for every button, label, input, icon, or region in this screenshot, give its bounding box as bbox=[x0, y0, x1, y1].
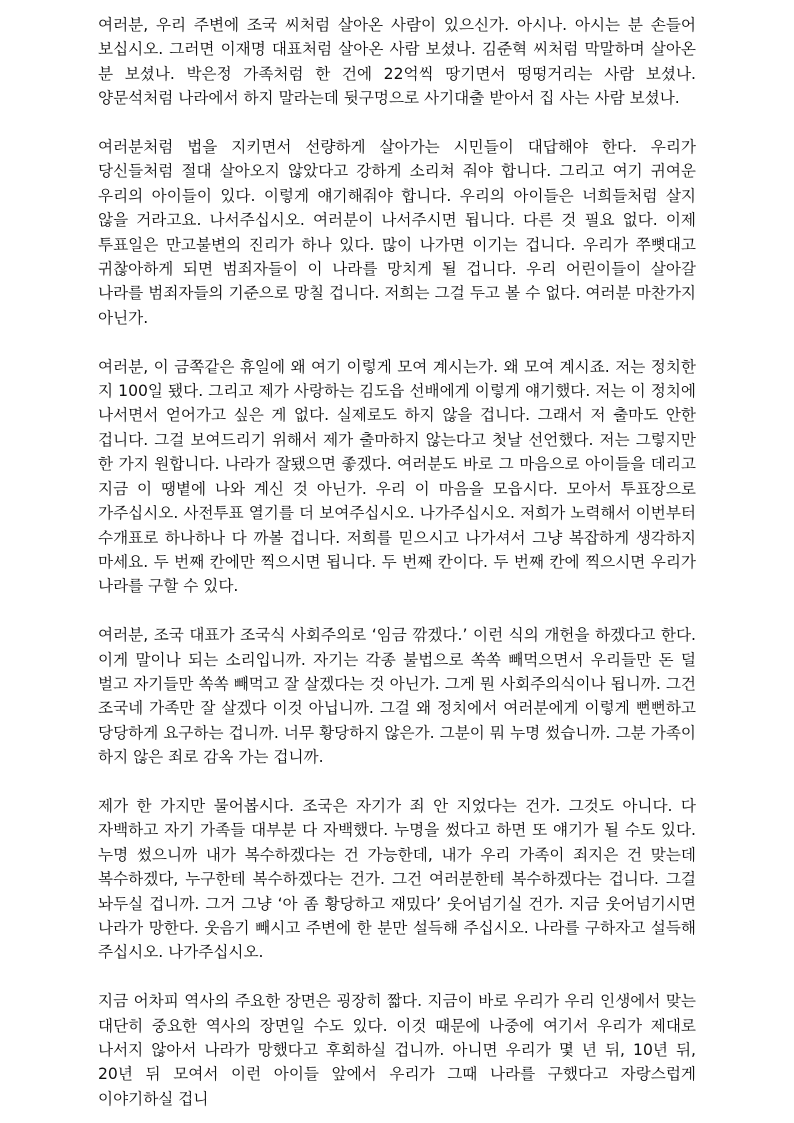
paragraph-5: 제가 한 가지만 물어봅시다. 조국은 자기가 죄 안 지었다는 건가. 그것도 아니다. 다 자백하고 자기 가족들 대부분 다 자백했다. 누명을 썼다고 하면 또 얘기가 될 수도 있다. 누명 썼으니까 내가 복수하겠다는 건 가능한데, 내가 우리 가족이 죄지은 건 맞는데 복수하겠다, 누구한테 복수하겠다는 건가. 그건 여러분한테 복수하겠다는 겁니다. 그걸 놔두실 겁니까. 그거 그냥 ‘아 좀 황당하고 재밌다’ 웃어넘기실 건가. 지금 웃어넘기시면 나라가 망한다. 웃음기 빼시고 주변에 한 분만 설득해 주십시오. 나라를 구하자고 설득해 주십시오. 나가주십시오. bbox=[98, 796, 696, 962]
paragraph-6: 지금 어차피 역사의 주요한 장면은 굉장히 짧다. 지금이 바로 우리가 우리 인생에서 맞는 대단히 중요한 역사의 장면일 수도 있다. 이것 때문에 나중에 여기서 우리가 제대로 나서지 않아서 나라가 망했다고 후회하실 겁니까. 아니면 우리가 몇 년 뒤, 10년 뒤, 20년 뒤 모여서 이런 아이들 앞에서 우리가 그때 나라를 구했다고 자랑스럽게 이야기하실 겁니 bbox=[98, 992, 696, 1108]
paragraph-1: 여러분, 우리 주변에 조국 씨처럼 살아온 사람이 있으신가. 아시나. 아시는 분 손들어 보십시오. 그러면 이재명 대표처럼 살아온 사람 보셨나. 김준혁 씨처럼 막말하며 살아온 분 보셨나. 박은정 가족처럼 한 건에 22억씩 땅기면서 떵떵거리는 사람 보셨나. 양문석처럼 나라에서 하지 말라는데 뒷구멍으로 사기대출 받아서 집 사는 사람 보셨나. bbox=[98, 16, 696, 108]
paragraph-2: 여러분처럼 법을 지키면서 선량하게 살아가는 시민들이 대답해야 한다. 우리가 당신들처럼 절대 살아오지 않았다고 강하게 소리쳐 줘야 합니다. 그리고 여기 귀여운 우리의 아이들이 있다. 이렇게 얘기해줘야 합니다. 우리의 아이들은 너희들처럼 살지 않을 거라고요. 나서주십시오. 여러분이 나서주시면 됩니다. 다른 것 필요 없다. 이제 투표일은 만고불변의 진리가 하나 있다. 많이 나가면 이기는 겁니다. 우리가 쭈뼛대고 귀찮아하게 되면 범죄자들이 이 나라를 망치게 될 겁니다. 우리 어린이들이 살아갈 나라를 범죄자들의 기준으로 망칠 겁니다. 저희는 그걸 두고 볼 수 없다. 여러분 마찬가지 아닌가. bbox=[98, 138, 696, 327]
paragraph-4: 여러분, 조국 대표가 조국식 사회주의로 ‘임금 깎겠다.’ 이런 식의 개헌을 하겠다고 한다. 이게 말이나 되는 소리입니까. 자기는 각종 불법으로 쏙쏙 빼먹으면서 우리들만 돈 덜 벌고 자기들만 쏙쏙 빼먹고 잘 살겠다는 것 아닌가. 그게 뭔 사회주의식이나 됩니까. 그건 조국네 가족만 잘 살겠다 이것 아닙니까. 그걸 왜 정치에서 여러분에게 이렇게 뻔뻔하고 당당하게 요구하는 겁니까. 너무 황당하지 않은가. 그분이 뭐 누명 썼습니까. 그분 가족이 하지 않은 죄로 감옥 가는 겁니까. bbox=[98, 626, 696, 767]
paragraph-3: 여러분, 이 금쪽같은 휴일에 왜 여기 이렇게 모여 계시는가. 왜 모여 계시죠. 저는 정치한 지 100일 됐다. 그리고 제가 사랑하는 김도읍 선배에게 이렇게 얘기했다. 저는 이 정치에 나서면서 얻어가고 싶은 게 없다. 실제로도 하지 않을 겁니다. 그래서 저 출마도 안한 겁니다. 그걸 보여드리기 위해서 제가 출마하지 않는다고 첫날 선언했다. 저는 그렇지만 한 가지 원합니다. 나라가 잘됐으면 좋겠다. 여러분도 바로 그 마음으로 아이들을 데리고 지금 이 땡볕에 나와 계신 것 아닌가. 우리 이 마음을 모읍시다. 모아서 투표장으로 가주십시오. 사전투표 열기를 더 보여주십시오. 나가주십시오. 저희가 노력해서 이번부터 수개표로 하나하나 다 까볼 겁니다. 저희를 믿으시고 나가셔서 그냥 복잡하게 생각하지 마세요. 두 번째 칸에만 찍으시면 됩니다. 두 번째 칸이다. 두 번째 칸에 찍으시면 우리가 나라를 구할 수 있다. bbox=[98, 357, 696, 596]
